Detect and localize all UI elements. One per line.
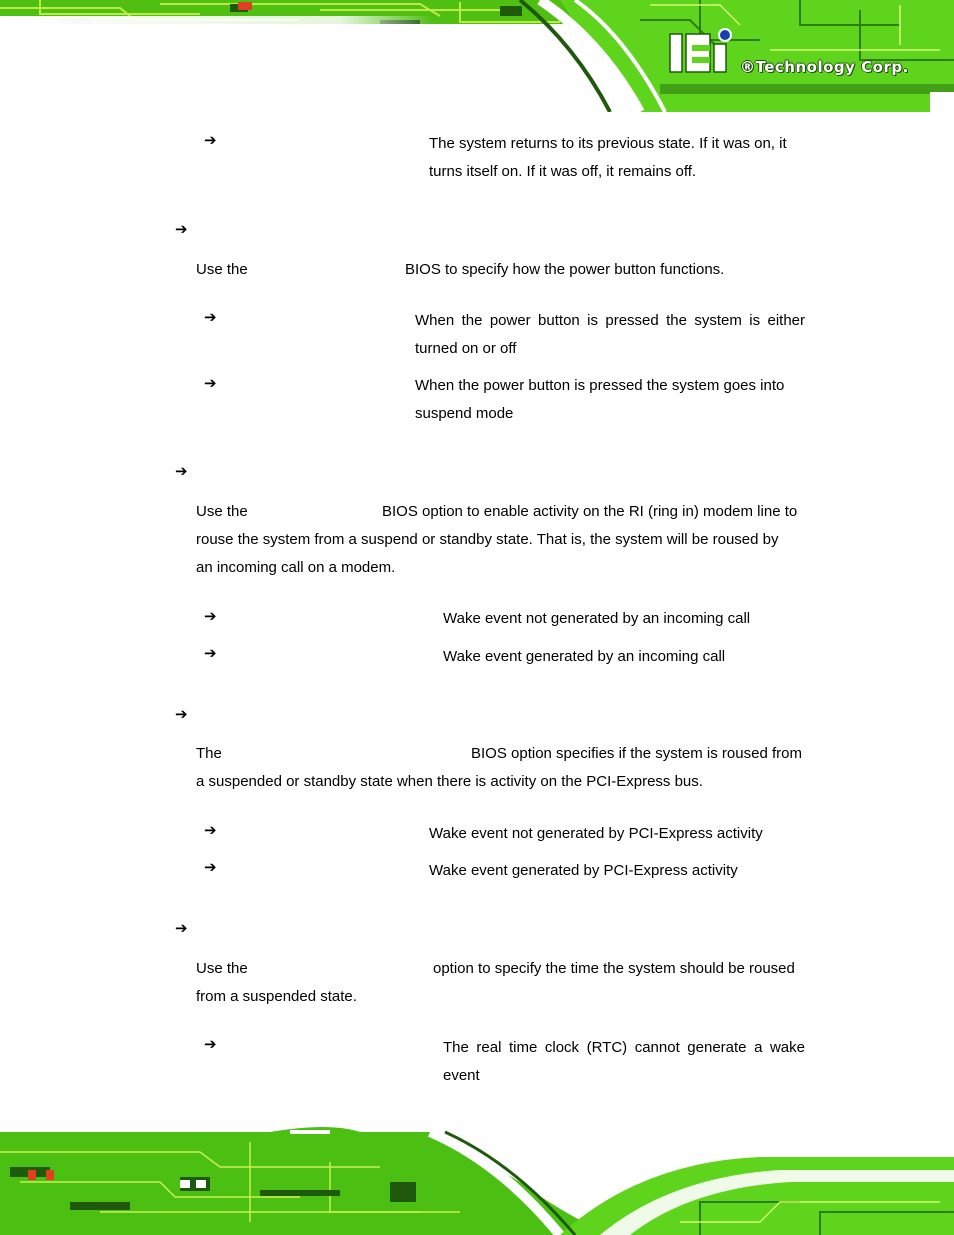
option-description-line: turned on or off	[415, 340, 517, 357]
option-description-line: suspend mode	[415, 405, 514, 422]
option-arrow-icon: ➔	[204, 821, 217, 839]
section-intro-text: a suspended or standby state when there is activity on the PCI-Express bus.	[196, 773, 703, 790]
circuit-board-footer-graphic	[0, 1122, 954, 1235]
option-arrow-icon: ➔	[204, 131, 217, 149]
company-name: ®Technology Corp.	[740, 58, 909, 76]
section-intro-text: BIOS to specify how the power button functions.	[405, 261, 725, 278]
option-description-line: turns itself on. If it was off, it remains off.	[429, 163, 697, 180]
section-intro-text: BIOS option to enable activity on the RI (ring in) modem line to	[382, 503, 798, 520]
option-description-line: Wake event not generated by an incoming call	[443, 610, 751, 627]
section-intro-text: an incoming call on a modem.	[196, 559, 396, 576]
section-intro-lead: Use the	[196, 261, 248, 278]
option-arrow-icon: ➔	[204, 644, 217, 662]
section-intro-text: BIOS option specifies if the system is roused from	[471, 745, 802, 762]
section-arrow-icon: ➔	[175, 919, 188, 937]
section-arrow-icon: ➔	[175, 462, 188, 480]
option-description-line: The real time clock (RTC) cannot generate a wake	[443, 1039, 805, 1056]
section-intro-lead: Use the	[196, 503, 248, 520]
section-intro-text: option to specify the time the system should be roused	[433, 960, 795, 977]
iei-logo	[668, 26, 738, 76]
iei-logo-mark	[668, 26, 738, 76]
option-description-line: Wake event not generated by PCI-Express activity	[429, 825, 763, 842]
option-arrow-icon: ➔	[204, 1035, 217, 1053]
option-description-line: When the power button is pressed the system is either	[415, 312, 805, 329]
circuit-board-header-graphic	[0, 0, 954, 112]
option-description-line: event	[443, 1067, 480, 1084]
section-arrow-icon: ➔	[175, 220, 188, 238]
section-intro-lead: Use the	[196, 960, 248, 977]
section-arrow-icon: ➔	[175, 705, 188, 723]
option-arrow-icon: ➔	[204, 374, 217, 392]
section-intro-text: from a suspended state.	[196, 988, 357, 1005]
option-arrow-icon: ➔	[204, 308, 217, 326]
option-description-line: When the power button is pressed the system goes into	[415, 377, 785, 394]
section-intro-lead: The	[196, 745, 222, 762]
option-description-line: Wake event generated by an incoming call	[443, 648, 726, 665]
page-header	[0, 0, 954, 112]
section-intro-text: rouse the system from a suspend or standby state. That is, the system will be roused by	[196, 531, 779, 548]
page-footer	[0, 1122, 954, 1235]
option-arrow-icon: ➔	[204, 607, 217, 625]
option-description-line: Wake event generated by PCI-Express activity	[429, 862, 738, 879]
option-arrow-icon: ➔	[204, 858, 217, 876]
option-description-line: The system returns to its previous state. If it was on, it	[429, 135, 787, 152]
